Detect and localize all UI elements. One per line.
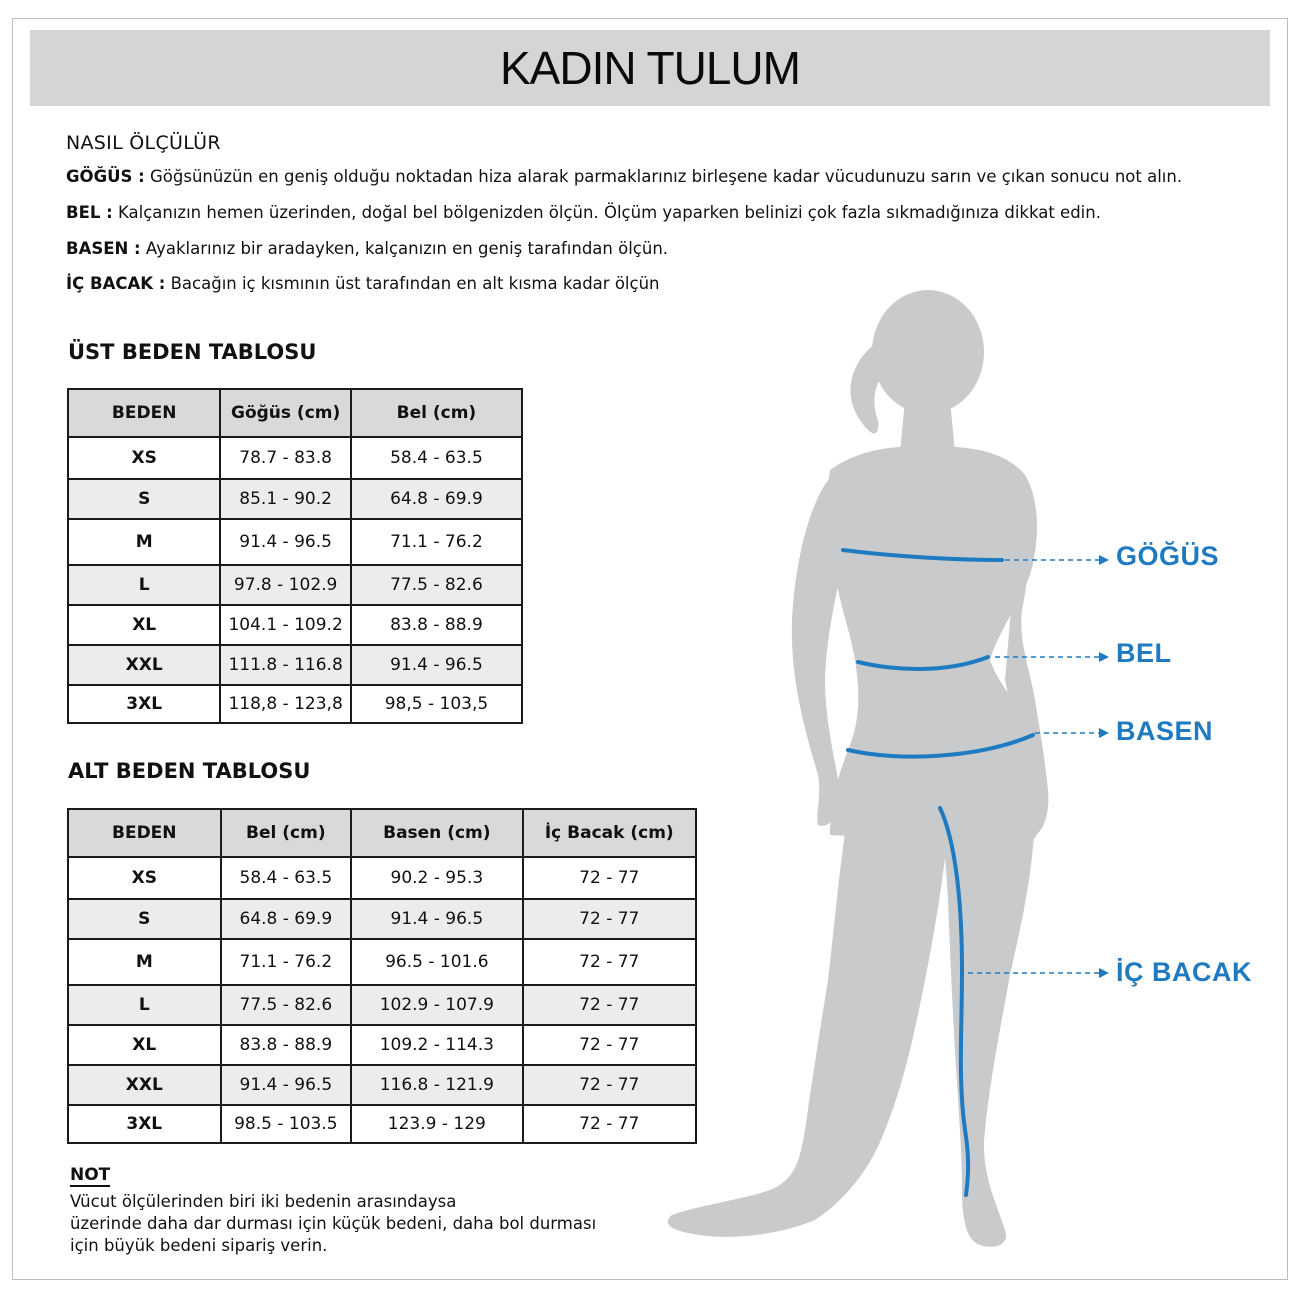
note-title: NOT xyxy=(70,1165,111,1185)
table-row xyxy=(68,899,696,939)
value-cell: 91.4 - 96.5 xyxy=(351,645,522,685)
left-leg-shape xyxy=(668,800,950,1237)
value-cell: 72 - 77 xyxy=(523,1065,696,1105)
column-header: BEDEN xyxy=(68,809,221,857)
body-silhouette xyxy=(668,290,1049,1247)
value-cell: 98,5 - 103,5 xyxy=(351,685,522,723)
size-cell: XL xyxy=(68,605,220,645)
value-cell: 85.1 - 90.2 xyxy=(220,479,351,519)
size-cell: M xyxy=(68,519,220,565)
value-cell: 116.8 - 121.9 xyxy=(351,1065,522,1105)
instruction-term: BEL : xyxy=(66,203,113,222)
table-row xyxy=(68,1105,696,1143)
instruction-inseam xyxy=(66,274,659,293)
value-cell: 58.4 - 63.5 xyxy=(221,857,352,899)
column-header: Basen (cm) xyxy=(351,809,522,857)
value-cell: 64.8 - 69.9 xyxy=(351,479,522,519)
value-cell: 109.2 - 114.3 xyxy=(351,1025,522,1065)
right-leg-shape xyxy=(940,808,1035,1247)
table-row xyxy=(68,939,696,985)
value-cell: 78.7 - 83.8 xyxy=(220,437,351,479)
value-cell: 72 - 77 xyxy=(523,1105,696,1143)
note-line: Vücut ölçülerinden biri iki bedenin arasındaysa xyxy=(70,1192,457,1211)
column-header: Bel (cm) xyxy=(221,809,352,857)
value-cell: 64.8 - 69.9 xyxy=(221,899,352,939)
value-cell: 72 - 77 xyxy=(523,899,696,939)
instruction-term: İÇ BACAK : xyxy=(66,274,166,293)
table-row xyxy=(68,565,522,605)
value-cell: 72 - 77 xyxy=(523,985,696,1025)
arrowhead-icon xyxy=(1099,652,1109,662)
value-cell: 72 - 77 xyxy=(523,857,696,899)
label-chest: GÖĞÜS xyxy=(1116,541,1220,571)
value-cell: 71.1 - 76.2 xyxy=(351,519,522,565)
label-waist: BEL xyxy=(1116,638,1172,668)
size-cell: XXL xyxy=(68,645,220,685)
size-cell: XL xyxy=(68,1025,221,1065)
value-cell: 71.1 - 76.2 xyxy=(221,939,352,985)
table-row xyxy=(68,857,696,899)
value-cell: 83.8 - 88.9 xyxy=(221,1025,352,1065)
value-cell: 77.5 - 82.6 xyxy=(351,565,522,605)
size-cell: S xyxy=(68,479,220,519)
column-header: İç Bacak (cm) xyxy=(523,809,696,857)
size-cell: M xyxy=(68,939,221,985)
size-cell: L xyxy=(68,565,220,605)
title-bar xyxy=(30,30,1270,106)
column-header: Bel (cm) xyxy=(351,389,522,437)
size-cell: XS xyxy=(68,857,221,899)
table-row xyxy=(68,479,522,519)
size-cell: 3XL xyxy=(68,1105,221,1143)
value-cell: 98.5 - 103.5 xyxy=(221,1105,352,1143)
left-arm-shape xyxy=(792,475,846,826)
arrowhead-icon xyxy=(1099,555,1109,565)
value-cell: 72 - 77 xyxy=(523,939,696,985)
size-cell: L xyxy=(68,985,221,1025)
value-cell: 58.4 - 63.5 xyxy=(351,437,522,479)
value-cell: 90.2 - 95.3 xyxy=(351,857,522,899)
size-cell: XXL xyxy=(68,1065,221,1105)
arrowhead-icon xyxy=(1099,728,1109,738)
neck-shape xyxy=(900,400,955,452)
label-hip: BASEN xyxy=(1116,716,1214,746)
value-cell: 91.4 - 96.5 xyxy=(221,1065,352,1105)
instruction-waist xyxy=(66,203,1101,222)
column-header: BEDEN xyxy=(68,389,220,437)
how-to-title: NASIL ÖLÇÜLÜR xyxy=(66,132,221,154)
instruction-text: Göğsünüzün en geniş olduğu noktadan hiza alarak parmaklarınız birleşene kadar vücudunuzu sarın ve çıkan sonucu not alın. xyxy=(144,167,1183,186)
value-cell: 91.4 - 96.5 xyxy=(351,899,522,939)
table-row xyxy=(68,645,522,685)
upper-size-table xyxy=(67,388,523,724)
column-header: Göğüs (cm) xyxy=(220,389,351,437)
instruction-text: Bacağın iç kısmının üst tarafından en alt kısma kadar ölçün xyxy=(165,274,660,293)
value-cell: 72 - 77 xyxy=(523,1025,696,1065)
body-silhouette-figure xyxy=(640,290,1300,1270)
value-cell: 97.8 - 102.9 xyxy=(220,565,351,605)
instruction-hip xyxy=(66,239,668,258)
label-inseam: İÇ BACAK xyxy=(1116,957,1252,987)
table-row xyxy=(68,437,522,479)
table-row xyxy=(68,1065,696,1105)
lower-size-table xyxy=(67,808,697,1144)
value-cell: 118,8 - 123,8 xyxy=(220,685,351,723)
upper-table-title: ÜST BEDEN TABLOSU xyxy=(68,340,317,364)
instruction-text: Kalçanızın hemen üzerinden, doğal bel bölgenizden ölçün. Ölçüm yaparken belinizi çok fazla sıkmadığınıza dikkat edin. xyxy=(112,203,1101,222)
value-cell: 83.8 - 88.9 xyxy=(351,605,522,645)
value-cell: 91.4 - 96.5 xyxy=(220,519,351,565)
arrowhead-icon xyxy=(1099,968,1109,978)
value-cell: 111.8 - 116.8 xyxy=(220,645,351,685)
size-cell: XS xyxy=(68,437,220,479)
table-row xyxy=(68,685,522,723)
table-row xyxy=(68,519,522,565)
instruction-text: Ayaklarınız bir aradayken, kalçanızın en geniş tarafından ölçün. xyxy=(140,239,669,258)
table-row xyxy=(68,985,696,1025)
value-cell: 96.5 - 101.6 xyxy=(351,939,522,985)
note-line: üzerinde daha dar durması için küçük bedeni, daha bol durması xyxy=(70,1214,597,1233)
page-title: KADIN TULUM xyxy=(500,42,800,94)
instruction-term: BASEN : xyxy=(66,239,141,258)
size-cell: 3XL xyxy=(68,685,220,723)
instruction-term: GÖĞÜS : xyxy=(66,167,145,186)
value-cell: 123.9 - 129 xyxy=(351,1105,522,1143)
head-shape xyxy=(872,290,984,414)
table-row xyxy=(68,605,522,645)
note-line: için büyük bedeni sipariş verin. xyxy=(70,1236,328,1255)
table-header-row xyxy=(68,389,522,437)
table-header-row xyxy=(68,809,696,857)
value-cell: 77.5 - 82.6 xyxy=(221,985,352,1025)
instruction-chest xyxy=(66,167,1182,186)
size-cell: S xyxy=(68,899,221,939)
pointer-arrowheads xyxy=(1099,555,1109,978)
lower-table-title: ALT BEDEN TABLOSU xyxy=(68,759,311,783)
value-cell: 102.9 - 107.9 xyxy=(351,985,522,1025)
table-row xyxy=(68,1025,696,1065)
value-cell: 104.1 - 109.2 xyxy=(220,605,351,645)
